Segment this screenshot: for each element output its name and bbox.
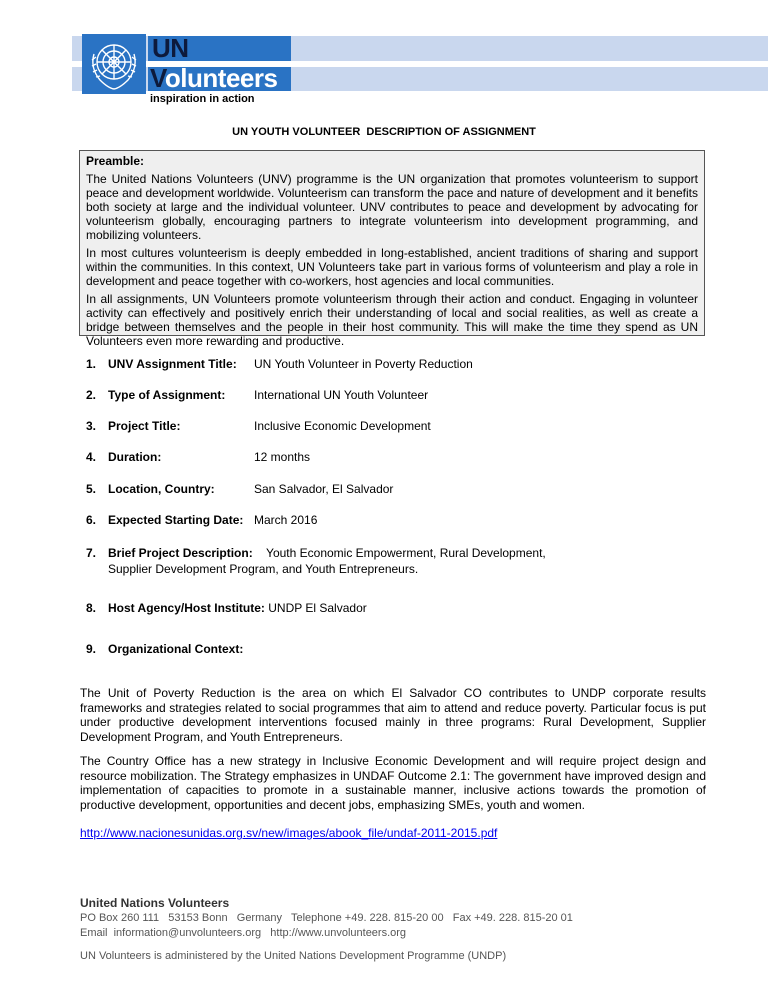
preamble-paragraph-2: In most cultures volunteerism is deeply embedded in long-established, ancient traditions of sharing and support within the communities. In this context, UN Volunteers take part in various forms of volunteerism and play a role in development and peace together with co-workers, host agencies and local communities. (86, 246, 698, 288)
field-value-line-1: Youth Economic Empowerment, Rural Development, (266, 546, 546, 560)
tagline: inspiration in action (150, 93, 255, 105)
field-brief-project-description (86, 545, 546, 577)
document-title: UN YOUTH VOLUNTEER DESCRIPTION OF ASSIGNMENT (232, 126, 536, 138)
field-label: Expected Starting Date: (108, 513, 244, 527)
field-value: March 2016 (254, 513, 318, 527)
field-assignment-title (86, 357, 473, 371)
un-emblem-icon (82, 34, 146, 94)
field-label: Organizational Context: (108, 642, 244, 656)
field-duration (86, 450, 311, 464)
preamble-paragraph-1: The United Nations Volunteers (UNV) programme is the UN organization that promotes volunteerism to support peace and development worldwide. Volunteerism can transform the pace and nature of development and it benefits both society at large and the individual volunteer. UNV contributes to peace and development by advocating for volunteerism globally, encouraging partners to integrate volunteerism into development programming, and mobilizing volunteers. (86, 172, 698, 242)
preamble-heading: Preamble: (86, 154, 145, 168)
preamble-paragraph-3: In all assignments, UN Volunteers promote volunteerism through their action and conduct. Engaging in volunteer activity can effectively and positively enrich their understanding of local and social realities, as well as create a bridge between themselves and the people in their host community. This will make the time they spend as UN Volunteers even more rewarding and productive. (86, 292, 698, 348)
field-label: Host Agency/Host Institute: (108, 601, 265, 615)
footer-admin-note: UN Volunteers is administered by the United Nations Development Programme (UNDP) (80, 950, 507, 962)
volunteers-wordmark (150, 63, 277, 94)
field-value: San Salvador, El Salvador (254, 482, 394, 496)
field-number: 3. (86, 419, 97, 433)
field-value-line-2: Supplier Development Program, and Youth Entrepreneurs. (108, 562, 419, 576)
un-wordmark: UN (152, 33, 189, 63)
volunteers-wordmark-rest: olunteers (164, 63, 278, 93)
field-label: Type of Assignment: (108, 388, 226, 402)
field-host-agency (86, 601, 367, 615)
field-label: UNV Assignment Title: (108, 357, 237, 371)
field-value: UN Youth Volunteer in Poverty Reduction (254, 357, 473, 371)
field-value: UNDP El Salvador (268, 601, 367, 615)
un-emblem-logo (82, 34, 146, 94)
field-label: Brief Project Description: (108, 546, 253, 560)
field-organizational-context (86, 642, 243, 656)
footer (80, 896, 573, 964)
undaf-link[interactable]: http://www.nacionesunidas.org.sv/new/images/abook_file/undaf-2011-2015.pdf (80, 826, 498, 840)
field-number: 8. (86, 601, 97, 615)
field-value: 12 months (254, 450, 311, 464)
preamble-box (79, 150, 705, 348)
field-number: 2. (86, 388, 97, 402)
field-location-country (86, 482, 394, 496)
field-project-title (86, 419, 431, 433)
field-expected-starting-date (86, 513, 318, 527)
field-number: 9. (86, 642, 97, 656)
field-number: 4. (86, 450, 97, 464)
footer-title: United Nations Volunteers (80, 896, 230, 910)
field-number: 5. (86, 482, 97, 496)
field-label: Location, Country: (108, 482, 215, 496)
footer-email: Email information@unvolunteers.org http://www.unvolunteers.org (80, 927, 407, 939)
volunteers-wordmark-v: V (150, 63, 165, 93)
org-context-paragraph-1: The Unit of Poverty Reduction is the area on which El Salvador CO contributes to UNDP corporate results frameworks and strategies related to social programmes that aim to attend and reduce poverty. Particular focus is put under productive development interventions focused mainly in three programs: Rural Development, Supplier Development Program, and Youth Entrepreneurs. (80, 686, 706, 744)
field-label: Duration: (108, 450, 162, 464)
field-number: 6. (86, 513, 97, 527)
field-number: 1. (86, 357, 97, 371)
footer-address: PO Box 260 111 53153 Bonn Germany Telephone +49. 228. 815-20 00 Fax +49. 228. 815-20 01 (80, 912, 573, 924)
field-label: Project Title: (108, 419, 181, 433)
org-context-paragraph-2: The Country Office has a new strategy in Inclusive Economic Development and will require project design and resource mobilization. The Strategy emphasizes in UNDAF Outcome 2.1: The government have improved design and implementation of capacities to promote in a sustainable manner, inclusive actions towards the promotion of productive development, opportunities and decent jobs, emphasizing SMEs, youth and women. (80, 754, 706, 812)
field-number: 7. (86, 546, 97, 560)
field-value: Inclusive Economic Development (254, 419, 431, 433)
field-value: International UN Youth Volunteer (254, 388, 429, 402)
field-type-of-assignment (86, 388, 429, 402)
